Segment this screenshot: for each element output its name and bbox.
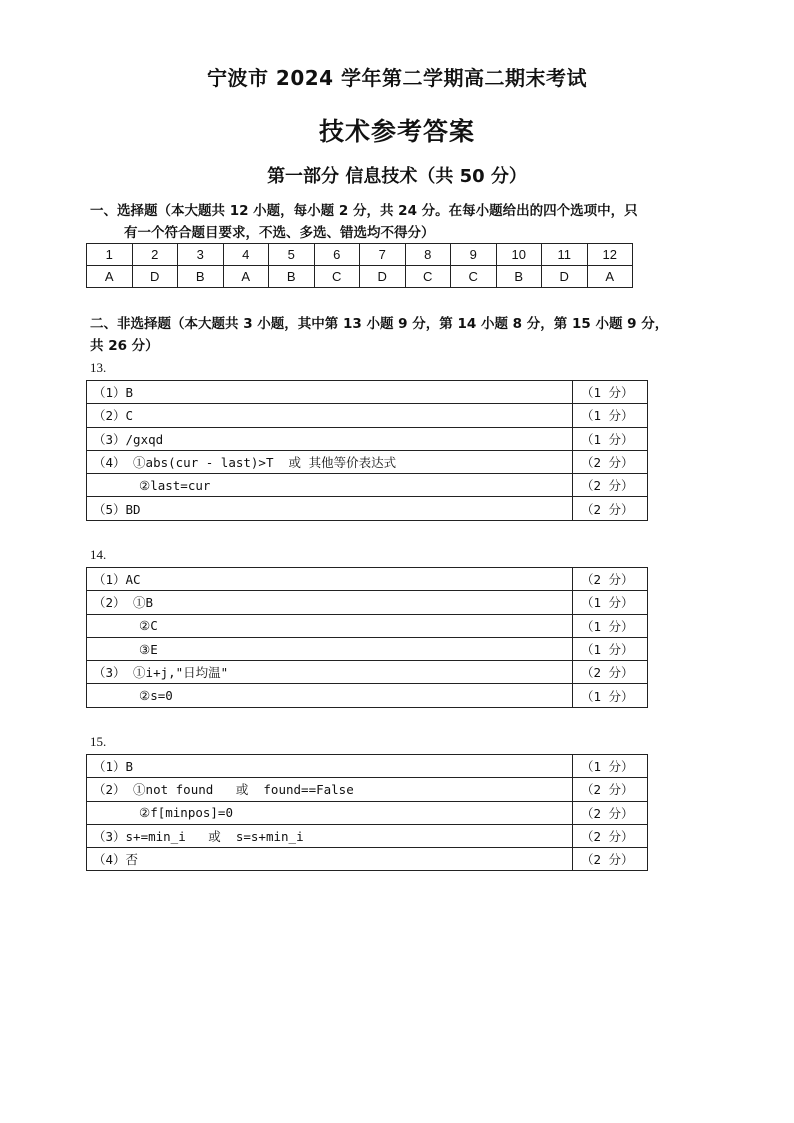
mc-number: 10 <box>496 244 542 266</box>
q13-answer: （2）C <box>87 404 573 427</box>
table-row <box>87 497 648 520</box>
mc-answer: B <box>178 266 224 288</box>
table-row <box>87 824 648 847</box>
section1-heading-line1: 一、选择题（本大题共 12 小题，每小题 2 分，共 24 分。在每小题给出的四个选项中，只 <box>90 203 638 219</box>
q14-score: （1 分） <box>573 614 648 637</box>
q13-score: （2 分） <box>573 450 648 473</box>
table-row <box>87 404 648 427</box>
exam-title: 宁波市 2024 学年第二学期高二期末考试 <box>206 66 588 90</box>
table-row <box>87 661 648 684</box>
table-row <box>87 778 648 801</box>
q13-score: （2 分） <box>573 474 648 497</box>
mc-answer: B <box>269 266 315 288</box>
section1-heading <box>90 200 710 244</box>
q14-answer: （3） ①i+j,"日均温" <box>87 661 573 684</box>
q14-score: （1 分） <box>573 684 648 707</box>
section2-heading-line2: 共 26 分） <box>90 338 159 354</box>
mc-number: 4 <box>223 244 269 266</box>
mc-number: 7 <box>360 244 406 266</box>
mc-answer: D <box>360 266 406 288</box>
q14-score: （2 分） <box>573 661 648 684</box>
table-row <box>87 684 648 707</box>
answer-key-title: 技术参考答案 <box>318 117 475 146</box>
q15-answer-table <box>86 754 648 871</box>
q15-answer: ②f[minpos]=0 <box>87 801 573 824</box>
part-title: 第一部分 信息技术（共 50 分） <box>267 166 527 187</box>
mc-number: 3 <box>178 244 224 266</box>
q14-answer: （1）AC <box>87 568 573 591</box>
mc-number: 5 <box>269 244 315 266</box>
mc-answer: C <box>451 266 497 288</box>
q15-score: （2 分） <box>573 848 648 871</box>
mc-answer: D <box>542 266 588 288</box>
section2-heading-line1: 二、非选择题（本大题共 3 小题，其中第 13 小题 9 分，第 14 小题 8 分，第 15 小题 9 分， <box>90 316 669 332</box>
mc-answer: D <box>132 266 178 288</box>
mc-number: 9 <box>451 244 497 266</box>
mc-number: 1 <box>87 244 133 266</box>
multiple-choice-table <box>86 243 633 288</box>
mc-answer: A <box>587 266 633 288</box>
table-row <box>87 801 648 824</box>
q14-score: （2 分） <box>573 568 648 591</box>
q15-answer: （4）否 <box>87 848 573 871</box>
q13-answer: ②last=cur <box>87 474 573 497</box>
q13-score: （1 分） <box>573 404 648 427</box>
table-row <box>87 637 648 660</box>
mc-answer: A <box>223 266 269 288</box>
section2-heading <box>90 313 710 357</box>
table-row <box>87 848 648 871</box>
q13-answer: （4） ①abs(cur - last)>T 或 其他等价表达式 <box>87 450 573 473</box>
table-row <box>87 614 648 637</box>
q15-score: （1 分） <box>573 755 648 778</box>
q15-label: 15. <box>90 734 107 749</box>
mc-answer: A <box>87 266 133 288</box>
table-row <box>87 568 648 591</box>
mc-answer: C <box>314 266 360 288</box>
table-row <box>87 755 648 778</box>
table-row <box>87 427 648 450</box>
q13-answer: （3）/gxqd <box>87 427 573 450</box>
table-row <box>87 591 648 614</box>
q13-label: 13. <box>90 360 107 375</box>
table-row <box>87 381 648 404</box>
mc-number: 11 <box>542 244 588 266</box>
q14-answer-table <box>86 567 648 708</box>
q15-score: （2 分） <box>573 801 648 824</box>
q14-score: （1 分） <box>573 591 648 614</box>
q14-answer: ③E <box>87 637 573 660</box>
q14-answer: ②s=0 <box>87 684 573 707</box>
q15-answer: （3）s+=min_i 或 s=s+min_i <box>87 824 573 847</box>
q13-score: （2 分） <box>573 497 648 520</box>
mc-number: 2 <box>132 244 178 266</box>
q13-score: （1 分） <box>573 427 648 450</box>
mc-answer: C <box>405 266 451 288</box>
mc-number: 12 <box>587 244 633 266</box>
mc-number: 8 <box>405 244 451 266</box>
section1-heading-line2: 有一个符合题目要求，不选、多选、错选均不得分） <box>124 225 435 241</box>
q15-score: （2 分） <box>573 778 648 801</box>
q13-answer-table <box>86 380 648 521</box>
q13-answer: （1）B <box>87 381 573 404</box>
mc-answer: B <box>496 266 542 288</box>
q15-score: （2 分） <box>573 824 648 847</box>
q14-answer: （2） ①B <box>87 591 573 614</box>
q13-score: （1 分） <box>573 381 648 404</box>
q15-answer: （1）B <box>87 755 573 778</box>
q14-answer: ②C <box>87 614 573 637</box>
table-row <box>87 474 648 497</box>
q14-label: 14. <box>90 547 107 562</box>
q13-answer: （5）BD <box>87 497 573 520</box>
mc-answer-row <box>87 266 633 288</box>
q15-answer: （2） ①not found 或 found==False <box>87 778 573 801</box>
q14-score: （1 分） <box>573 637 648 660</box>
table-row <box>87 450 648 473</box>
mc-number: 6 <box>314 244 360 266</box>
mc-number-row <box>87 244 633 266</box>
